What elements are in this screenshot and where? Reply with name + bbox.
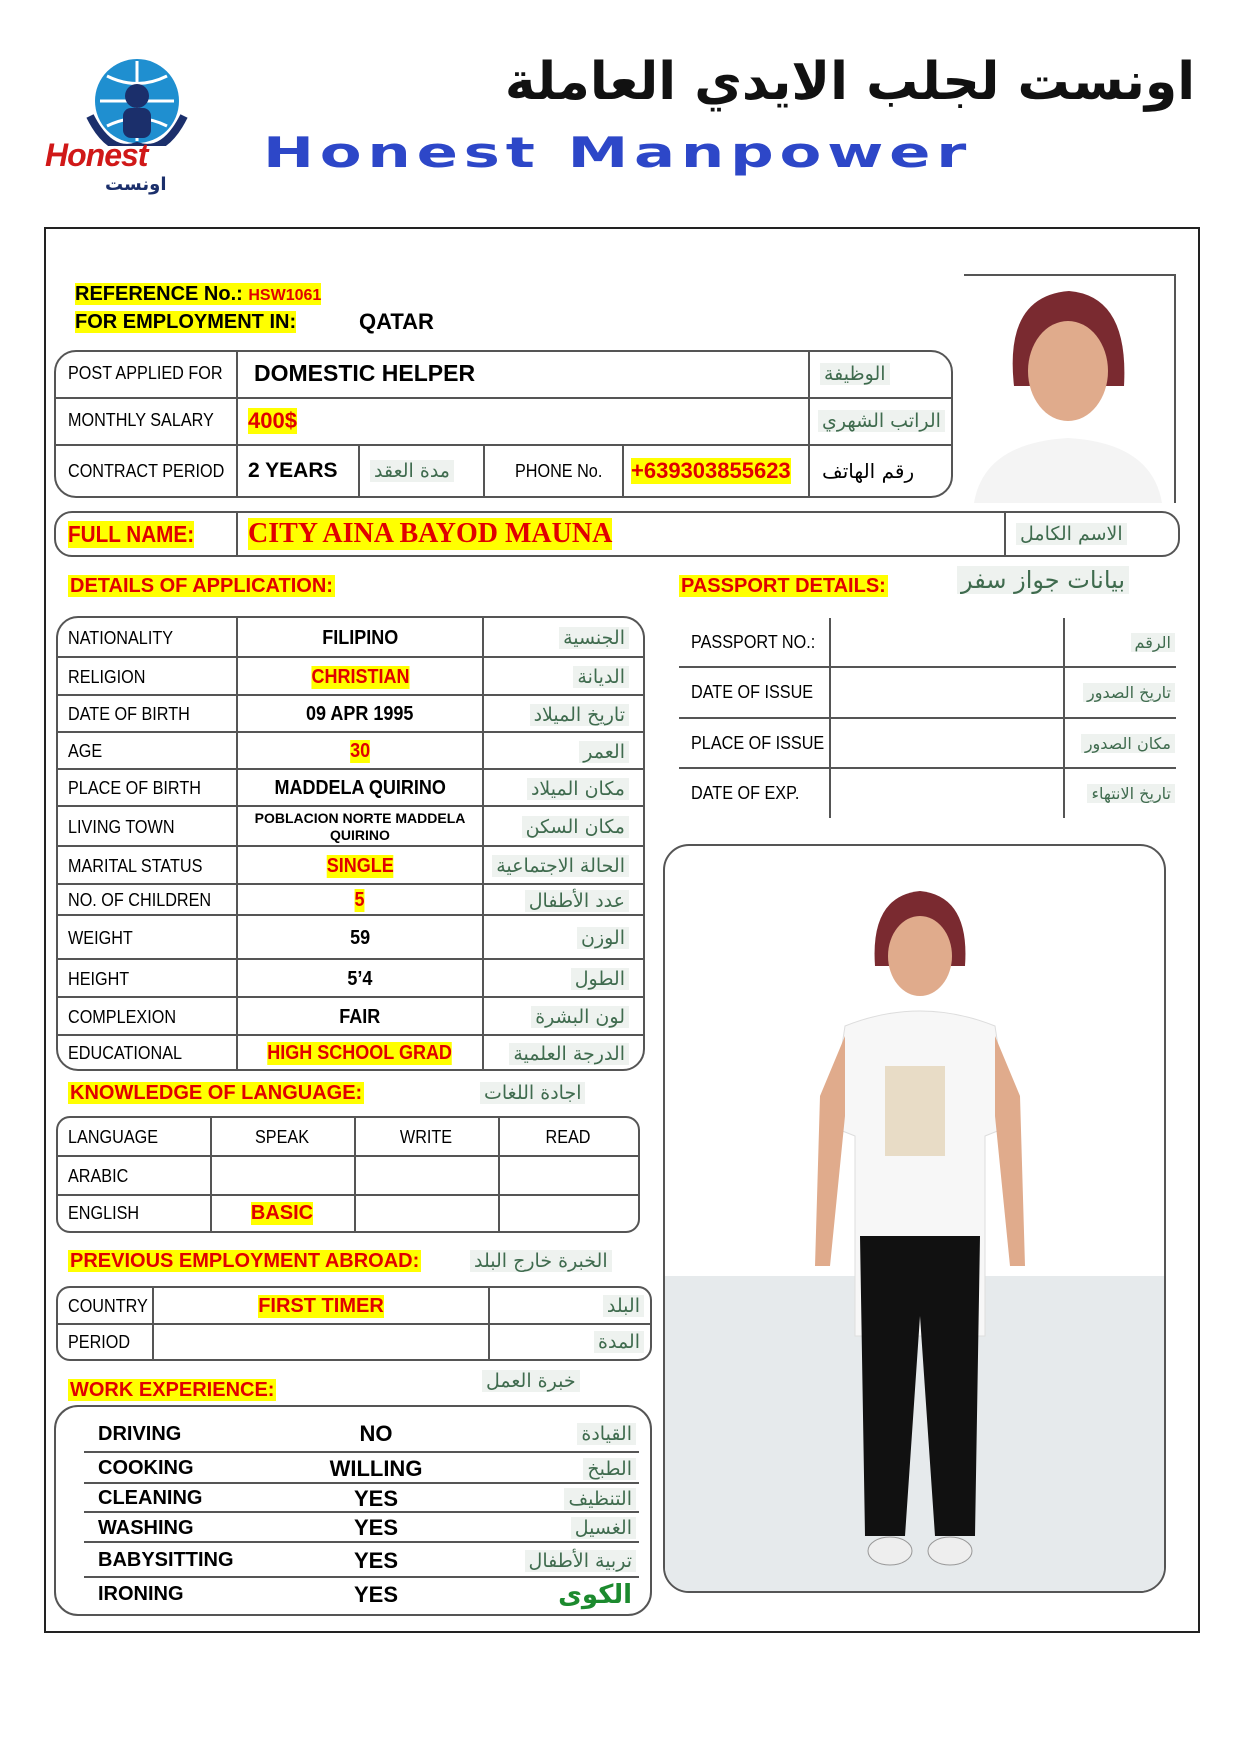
passport-table bbox=[679, 618, 1176, 818]
salary-label: MONTHLY SALARY bbox=[68, 410, 214, 430]
language-skill-cell[interactable] bbox=[498, 1196, 638, 1231]
contract-value: 2 YEARS bbox=[248, 459, 338, 482]
work-skill-arabic bbox=[476, 1513, 636, 1543]
detail-arabic bbox=[484, 1036, 641, 1071]
language-heading-arabic: اجادة اللغات bbox=[480, 1082, 585, 1104]
previous-label-text: COUNTRY bbox=[68, 1295, 148, 1316]
salary-value: 400$ bbox=[248, 407, 297, 433]
full-body-photo bbox=[663, 844, 1166, 1593]
detail-arabic-text: الوزن bbox=[577, 927, 629, 949]
detail-value-text: FILIPINO bbox=[321, 626, 398, 649]
employment-line bbox=[75, 310, 296, 334]
passport-label-text: DATE OF EXP. bbox=[691, 782, 800, 803]
language-table bbox=[56, 1116, 640, 1233]
language-skill-cell[interactable] bbox=[210, 1157, 354, 1196]
detail-arabic-text: عدد الأطفال bbox=[525, 890, 629, 912]
previous-arabic bbox=[490, 1325, 648, 1359]
work-skill-value: YES bbox=[353, 1581, 399, 1607]
work-skill-arabic bbox=[476, 1415, 636, 1453]
detail-label-text: MARITAL STATUS bbox=[68, 855, 203, 876]
language-heading: KNOWLEDGE OF LANGUAGE: bbox=[70, 1082, 363, 1104]
detail-value bbox=[238, 998, 482, 1036]
cell-text: ENGLISH bbox=[68, 1203, 140, 1223]
passport-arabic bbox=[1065, 768, 1175, 818]
previous-arabic-text: البلد bbox=[603, 1295, 644, 1317]
language-column-header bbox=[68, 1118, 208, 1157]
work-skill-label: IRONING bbox=[98, 1583, 184, 1605]
post-label: POST APPLIED FOR bbox=[68, 363, 223, 383]
detail-arabic bbox=[484, 658, 641, 696]
detail-arabic bbox=[484, 770, 641, 807]
detail-value-text: 09 APR 1995 bbox=[306, 703, 414, 725]
detail-value-text: FAIR bbox=[339, 1005, 381, 1028]
detail-value-text: SINGLE bbox=[326, 854, 394, 877]
work-skill-arabic bbox=[476, 1453, 636, 1484]
detail-label bbox=[68, 1036, 195, 1071]
passport-arabic bbox=[1065, 667, 1175, 718]
work-skill-label: BABYSITTING bbox=[98, 1549, 234, 1571]
previous-arabic bbox=[490, 1288, 648, 1324]
detail-value-text: HIGH SCHOOL GRAD bbox=[267, 1042, 453, 1064]
passport-label bbox=[691, 718, 839, 768]
phone-label: PHONE No. bbox=[515, 460, 603, 481]
detail-label-text: DATE OF BIRTH bbox=[68, 704, 190, 724]
fullname-arabic: الاسم الكامل bbox=[1016, 523, 1127, 545]
passport-arabic-text: تاريخ الصدور bbox=[1083, 683, 1175, 702]
detail-label bbox=[68, 733, 106, 770]
previous-label bbox=[68, 1325, 137, 1359]
detail-arabic-text: الحالة الاجتماعية bbox=[492, 855, 629, 877]
column-header-text: READ bbox=[545, 1127, 591, 1147]
detail-label-text: RELIGION bbox=[68, 666, 146, 687]
fullname-label: FULL NAME: bbox=[68, 520, 195, 547]
salary-arabic: الراتب الشهري bbox=[818, 410, 945, 432]
passport-value[interactable] bbox=[839, 768, 1059, 818]
detail-value-text: 30 bbox=[349, 740, 371, 762]
language-name bbox=[68, 1157, 208, 1196]
work-skill-label: CLEANING bbox=[98, 1487, 203, 1509]
work-skill-label: COOKING bbox=[98, 1457, 194, 1479]
portrait-photo bbox=[964, 274, 1176, 503]
reference-line bbox=[75, 282, 321, 308]
detail-value bbox=[238, 847, 482, 885]
language-column-header bbox=[210, 1118, 354, 1157]
detail-label-text: AGE bbox=[68, 741, 103, 761]
detail-label-text: NO. OF CHILDREN bbox=[68, 890, 212, 910]
passport-value[interactable] bbox=[839, 667, 1059, 718]
detail-arabic-text: الجنسية bbox=[559, 627, 629, 649]
passport-value[interactable] bbox=[839, 718, 1059, 768]
previous-value[interactable] bbox=[154, 1288, 488, 1324]
detail-arabic-text: مكان السكن bbox=[522, 816, 629, 838]
passport-label bbox=[691, 768, 811, 818]
previous-value[interactable] bbox=[154, 1325, 488, 1359]
work-skill-arabic bbox=[476, 1484, 636, 1513]
detail-label bbox=[68, 916, 140, 960]
detail-label bbox=[68, 885, 227, 916]
work-skill-value: YES bbox=[353, 1485, 399, 1511]
employment-label: FOR EMPLOYMENT IN: bbox=[75, 311, 297, 333]
logo-text: Honest bbox=[45, 137, 148, 173]
employment-country: QATAR bbox=[359, 309, 434, 334]
column-header-text: SPEAK bbox=[254, 1127, 310, 1147]
detail-value bbox=[238, 770, 482, 807]
contract-arabic: مدة العقد bbox=[370, 460, 454, 482]
detail-arabic-text: لون البشرة bbox=[531, 1006, 629, 1028]
detail-arabic-text: تاريخ الميلاد bbox=[530, 704, 629, 726]
passport-arabic-text: مكان الصدور bbox=[1081, 734, 1175, 753]
logo-arabic: اونست bbox=[105, 174, 167, 195]
fullname-value: CITY AINA BAYOD MAUNA bbox=[248, 518, 613, 549]
detail-label-text: EDUCATIONAL bbox=[68, 1043, 183, 1063]
work-skill-arabic bbox=[476, 1578, 636, 1611]
detail-label-text: COMPLEXION bbox=[68, 1006, 177, 1027]
person-standing-icon bbox=[785, 866, 1055, 1586]
previous-value-text: FIRST TIMER bbox=[258, 1294, 384, 1317]
passport-label-text: PASSPORT NO.: bbox=[691, 632, 816, 652]
globe-hands-icon bbox=[45, 56, 225, 146]
detail-arabic bbox=[484, 960, 641, 998]
passport-arabic bbox=[1065, 718, 1175, 768]
detail-label bbox=[68, 847, 217, 885]
language-skill-cell[interactable] bbox=[210, 1196, 354, 1231]
detail-label bbox=[68, 696, 203, 733]
column-header-text: WRITE bbox=[399, 1127, 453, 1147]
post-value: DOMESTIC HELPER bbox=[254, 360, 476, 386]
previous-heading-arabic: الخبرة خارج البلد bbox=[470, 1250, 612, 1272]
detail-arabic bbox=[484, 807, 641, 847]
detail-value bbox=[238, 916, 482, 960]
previous-label bbox=[68, 1288, 157, 1324]
company-logo bbox=[45, 56, 225, 196]
detail-label-text: HEIGHT bbox=[68, 968, 130, 989]
detail-value-text: 59 bbox=[349, 926, 371, 949]
phone-value: +639303855623 bbox=[631, 458, 791, 483]
detail-value bbox=[238, 885, 482, 916]
detail-label bbox=[68, 998, 188, 1036]
detail-value bbox=[238, 807, 482, 847]
post-arabic: الوظيفة bbox=[820, 363, 890, 385]
detail-value bbox=[238, 960, 482, 998]
details-heading: DETAILS OF APPLICATION: bbox=[70, 575, 333, 597]
detail-value-text: 5 bbox=[354, 889, 366, 911]
title-arabic: اونست لجلب الايدي العاملة bbox=[504, 52, 1196, 112]
detail-value-text: MADDELA QUIRINO bbox=[274, 777, 446, 799]
phone-arabic: رقم الهاتف bbox=[822, 459, 915, 483]
language-column-header bbox=[354, 1118, 498, 1157]
previous-table bbox=[56, 1286, 652, 1361]
column-header-text: LANGUAGE bbox=[68, 1127, 159, 1147]
fullname-row bbox=[54, 511, 1180, 557]
language-skill-cell[interactable] bbox=[498, 1157, 638, 1196]
passport-arabic bbox=[1065, 618, 1175, 667]
previous-heading: PREVIOUS EMPLOYMENT ABROAD: bbox=[70, 1250, 420, 1272]
work-skill-label: DRIVING bbox=[98, 1422, 182, 1445]
detail-label bbox=[68, 770, 216, 807]
detail-arabic bbox=[484, 696, 641, 733]
reference-label: REFERENCE No.: bbox=[75, 283, 243, 305]
detail-label bbox=[68, 618, 185, 658]
work-arabic-text: الطبخ bbox=[583, 1458, 636, 1480]
company-title: Honest Manpower bbox=[263, 128, 973, 177]
passport-label bbox=[691, 667, 827, 718]
work-skill-arabic bbox=[476, 1543, 636, 1578]
detail-label bbox=[68, 658, 154, 696]
work-arabic-text: القيادة bbox=[577, 1423, 636, 1445]
detail-arabic bbox=[484, 618, 641, 658]
detail-value bbox=[238, 696, 482, 733]
previous-arabic-text: المدة bbox=[594, 1331, 644, 1353]
detail-value bbox=[238, 733, 482, 770]
detail-label bbox=[68, 960, 136, 998]
detail-value-text: POBLACION NORTE MADDELA QUIRINO bbox=[254, 810, 466, 843]
detail-arabic-text: الطول bbox=[571, 968, 629, 990]
cell-text: BASIC bbox=[250, 1202, 314, 1224]
language-skill-cell[interactable] bbox=[354, 1157, 498, 1196]
detail-value bbox=[238, 618, 482, 658]
detail-label-text: PLACE OF BIRTH bbox=[68, 778, 201, 798]
detail-arabic-text: العمر bbox=[579, 741, 629, 763]
detail-label bbox=[68, 807, 186, 847]
previous-label-text: PERIOD bbox=[68, 1331, 131, 1352]
detail-value-text: CHRISTIAN bbox=[310, 665, 409, 688]
work-skill-value: NO bbox=[359, 1421, 393, 1446]
reference-value: HSW1061 bbox=[248, 287, 322, 304]
detail-arabic-text: مكان الميلاد bbox=[527, 778, 629, 800]
language-column-header bbox=[498, 1118, 638, 1157]
detail-arabic-text: الدرجة العلمية bbox=[509, 1043, 629, 1065]
work-skill-label: WASHING bbox=[98, 1516, 194, 1539]
work-skill-value: WILLING bbox=[329, 1455, 423, 1481]
detail-arabic bbox=[484, 916, 641, 960]
detail-arabic bbox=[484, 885, 641, 916]
work-skill-value: YES bbox=[353, 1547, 399, 1573]
detail-arabic bbox=[484, 847, 641, 885]
work-arabic-text: الكوى bbox=[558, 1579, 632, 1610]
passport-label bbox=[691, 618, 829, 667]
work-heading: WORK EXPERIENCE: bbox=[70, 1379, 275, 1401]
work-skill-value: YES bbox=[353, 1515, 399, 1540]
contract-label: CONTRACT PERIOD bbox=[68, 460, 225, 481]
work-arabic-text: الغسيل bbox=[571, 1517, 636, 1539]
detail-label-text: WEIGHT bbox=[68, 927, 133, 948]
language-skill-cell[interactable] bbox=[354, 1196, 498, 1231]
passport-heading-arabic: بيانات جواز سفر bbox=[957, 566, 1129, 594]
detail-label-text: NATIONALITY bbox=[68, 627, 174, 648]
passport-arabic-text: تاريخ الانتهاء bbox=[1087, 784, 1175, 803]
language-name bbox=[68, 1196, 208, 1231]
work-arabic-text: تربية الأطفال bbox=[525, 1550, 636, 1572]
detail-value bbox=[238, 658, 482, 696]
work-heading-arabic: خبرة العمل bbox=[482, 1370, 580, 1392]
cell-text: ARABIC bbox=[68, 1166, 129, 1186]
person-portrait-icon bbox=[964, 276, 1172, 503]
details-table bbox=[56, 616, 645, 1071]
passport-label-text: DATE OF ISSUE bbox=[691, 682, 814, 702]
detail-label-text: LIVING TOWN bbox=[68, 816, 175, 837]
detail-value bbox=[238, 1036, 482, 1071]
work-arabic-text: التنظيف bbox=[564, 1488, 636, 1510]
passport-label-text: PLACE OF ISSUE bbox=[691, 732, 825, 753]
detail-arabic-text: الديانة bbox=[573, 666, 629, 688]
work-table bbox=[54, 1405, 652, 1616]
detail-arabic bbox=[484, 998, 641, 1036]
passport-value[interactable] bbox=[839, 618, 1059, 667]
passport-heading: PASSPORT DETAILS: bbox=[681, 575, 886, 597]
detail-value-text: 5’4 bbox=[347, 967, 373, 990]
passport-arabic-text: الرقم bbox=[1131, 633, 1175, 652]
detail-arabic bbox=[484, 733, 641, 770]
